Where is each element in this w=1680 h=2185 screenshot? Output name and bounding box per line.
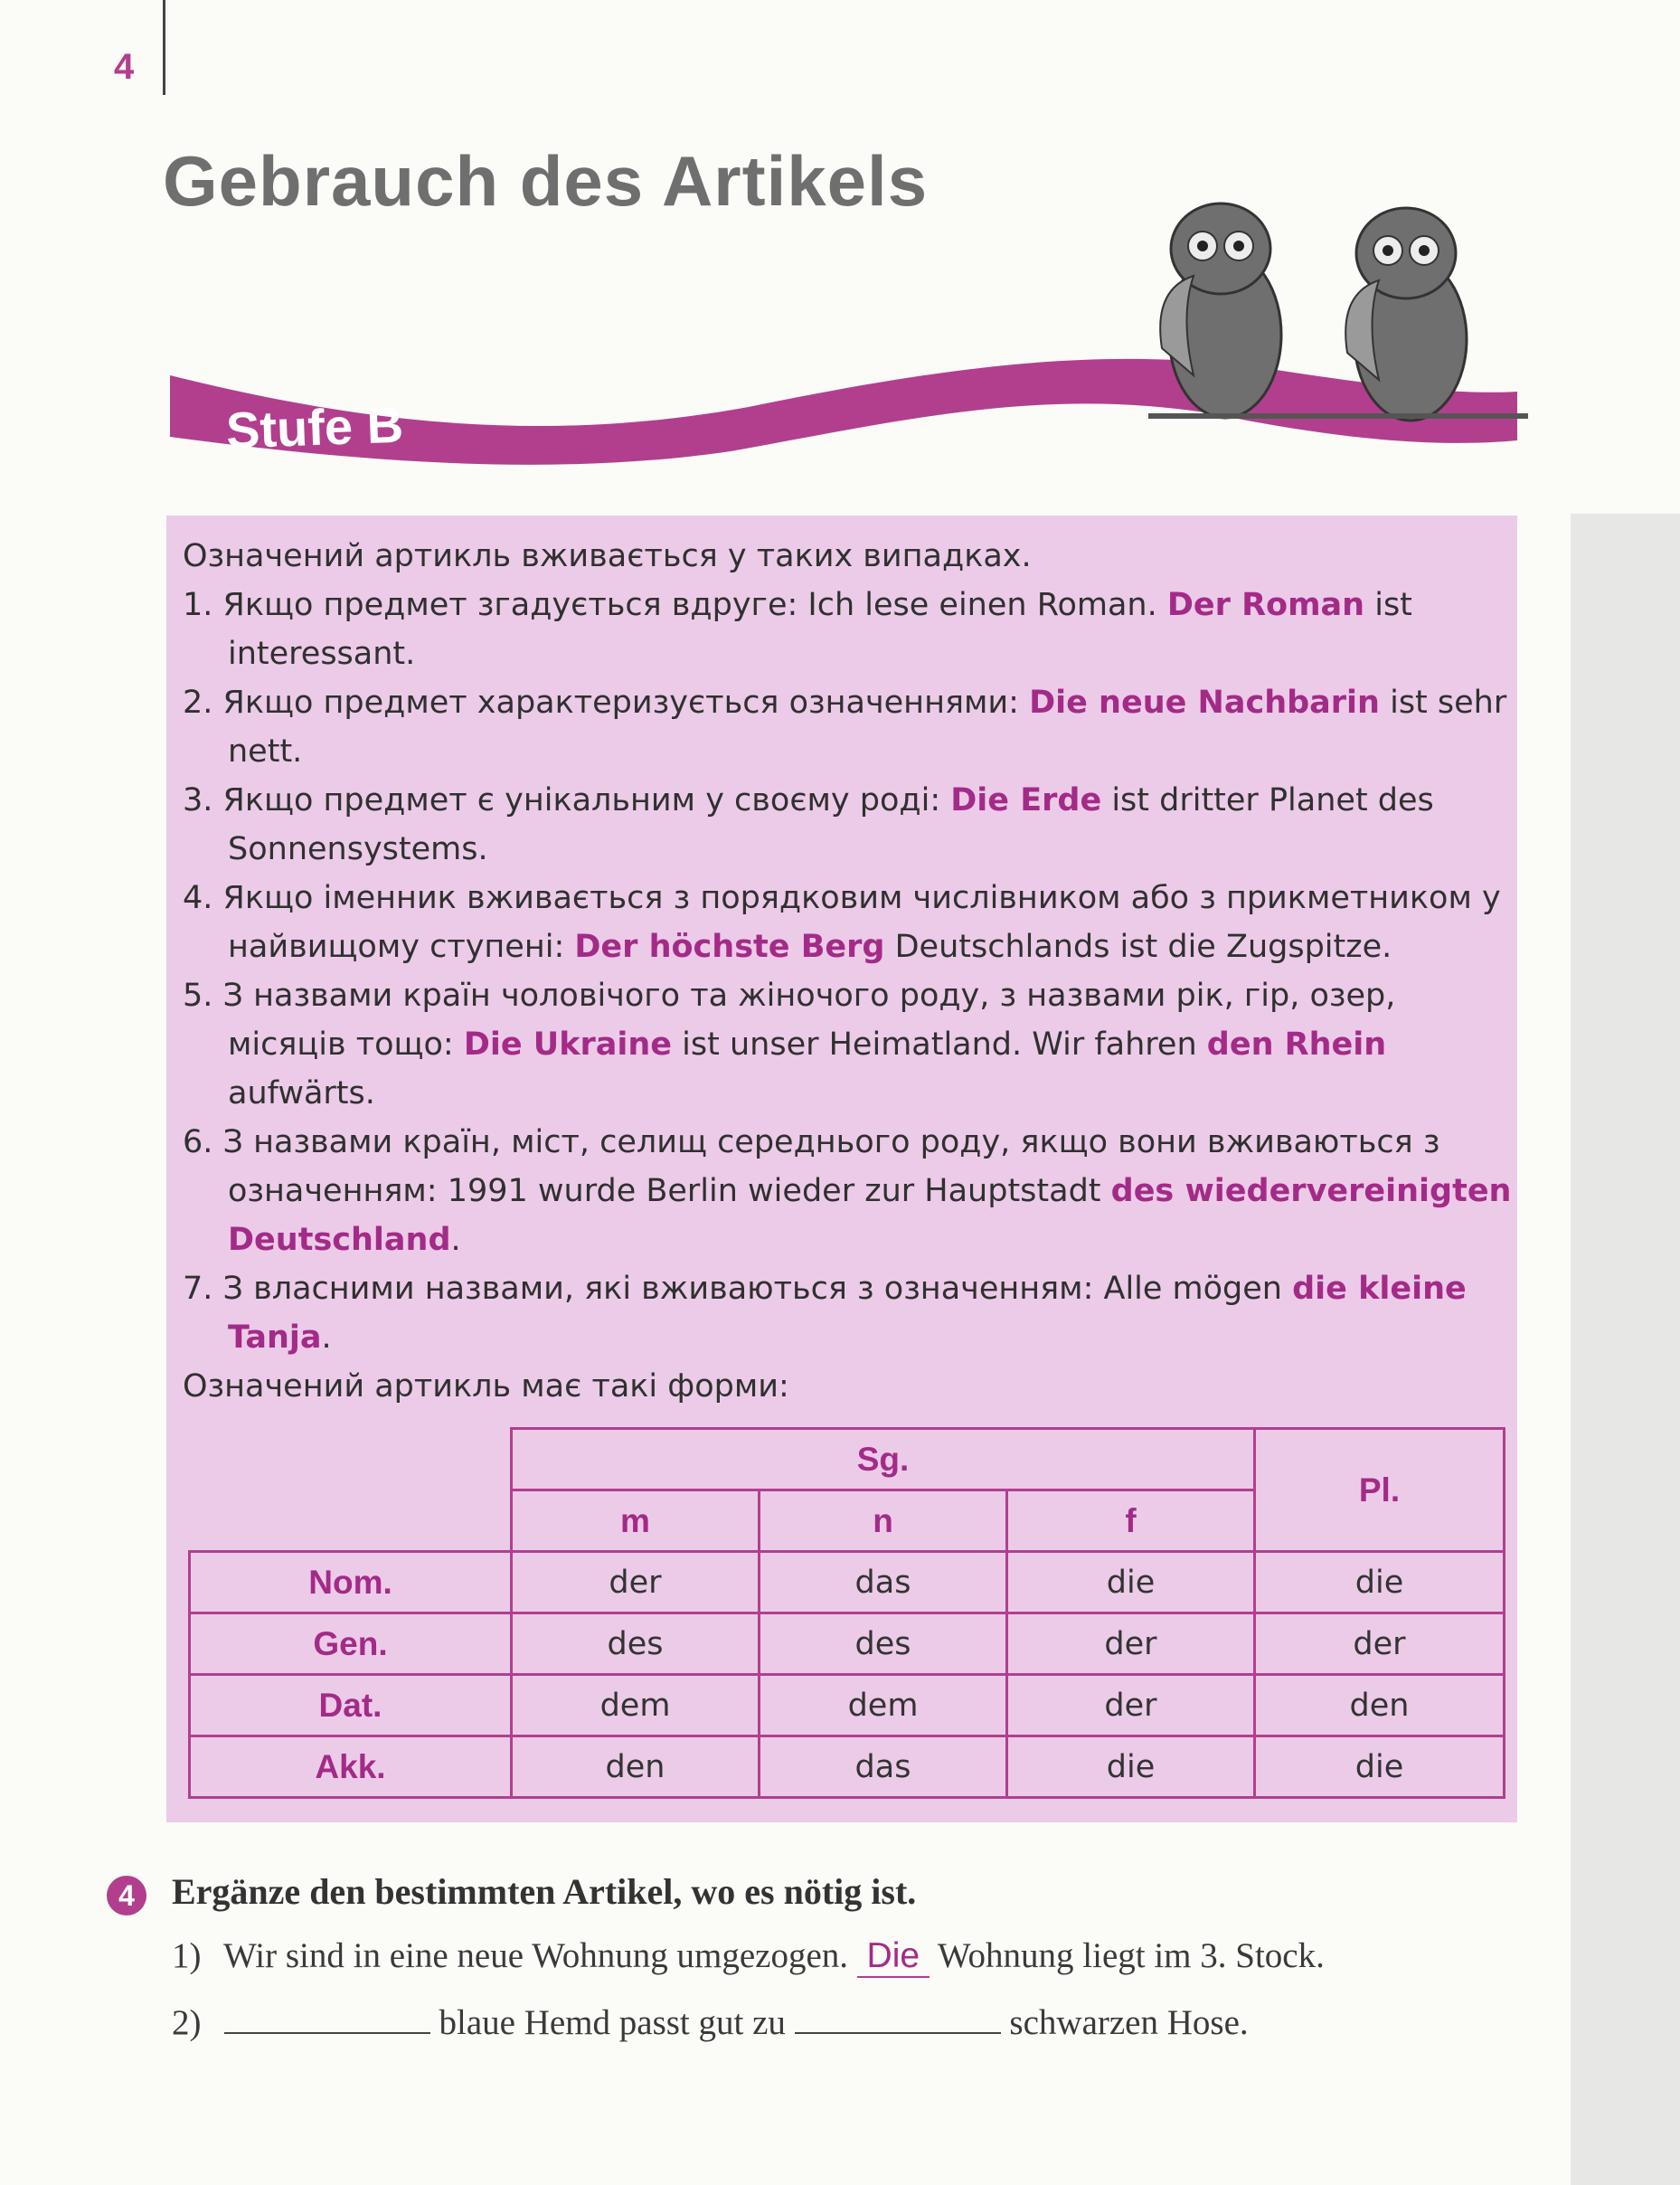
rule-item: 7. З власними назвами, які вживаються з означенням: Alle mögen die kleine Tanja.	[183, 1271, 1467, 1356]
page-number-divider	[163, 0, 165, 95]
answer-blank[interactable]	[795, 2005, 1001, 2034]
gender-header: n	[760, 1490, 1007, 1552]
table-cell: dem	[760, 1675, 1007, 1736]
article-forms-table	[188, 1427, 1505, 1799]
example-highlight: die kleine Tanja	[228, 1271, 1467, 1356]
table-cell: der	[1007, 1613, 1255, 1675]
gender-header: f	[1007, 1490, 1255, 1552]
example-highlight: Die Erde	[950, 782, 1102, 818]
level-label: Stufe B	[224, 395, 405, 459]
table-row	[190, 1736, 1505, 1798]
rule-item: 1. Якщо предмет згадується вдруге: Ich lese einen Roman. Der Roman ist interessant.	[183, 587, 1412, 672]
table-cell: der	[512, 1552, 760, 1613]
table-cell: den	[1255, 1675, 1505, 1736]
case-label: Dat.	[190, 1675, 512, 1736]
example-highlight: Die Ukraine	[463, 1026, 673, 1063]
table-cell: des	[760, 1613, 1007, 1675]
table-header-row	[190, 1429, 1505, 1490]
rule-item: 5. З назвами країн чоловічого та жіночого роду, з назвами рік, гір, озер, місяців тощо: Die Ukraine ist unser Heimatland. Wir fahren den Rhein aufwärts.	[183, 978, 1396, 1111]
table-row	[190, 1613, 1505, 1675]
owls-illustration	[1139, 190, 1537, 425]
exercise-number-badge: 4	[107, 1876, 146, 1915]
example-highlight: Der höchste Berg	[574, 929, 885, 965]
rule-text	[183, 532, 1512, 1411]
example-highlight: des wiedervereinigten Deutschland	[228, 1173, 1512, 1258]
table-cell: dem	[512, 1675, 760, 1736]
table-cell: der	[1255, 1613, 1505, 1675]
table-corner	[190, 1490, 512, 1552]
case-label: Akk.	[190, 1736, 512, 1798]
table-cell: die	[1007, 1736, 1255, 1798]
grammar-rule-box	[166, 516, 1517, 1822]
example-highlight: Der Roman	[1166, 587, 1365, 623]
rule-item: 6. З назвами країн, міст, селищ середнього роду, якщо вони вживаються з означенням: 1991 wurde Berlin wieder zur Hauptstadt des wiedervereinigten Deutschland.	[183, 1124, 1512, 1258]
table-cell: des	[512, 1613, 760, 1675]
exercise-title: Ergänze den bestimmten Artikel, wo es nötig ist.	[172, 1871, 917, 1912]
gender-header: m	[512, 1490, 760, 1552]
answer-blank[interactable]	[224, 2005, 430, 2034]
exercise-line-1: 1) Wir sind in eine neue Wohnung umgezogen. Die Wohnung liegt im 3. Stock.	[172, 1935, 1325, 1978]
table-cell: den	[512, 1736, 760, 1798]
table-cell: der	[1007, 1675, 1255, 1736]
rule-list	[183, 581, 1512, 1362]
page-number: 4	[114, 47, 135, 87]
forms-intro: Означений артикль має такі форми:	[183, 1368, 789, 1405]
plural-header: Pl.	[1255, 1429, 1505, 1552]
table-corner	[190, 1429, 512, 1490]
table-cell: das	[760, 1552, 1007, 1613]
table-cell: das	[760, 1736, 1007, 1798]
singular-header: Sg.	[512, 1429, 1255, 1490]
page-title: Gebrauch des Artikels	[163, 141, 929, 221]
table-row	[190, 1675, 1505, 1736]
table-cell: die	[1007, 1552, 1255, 1613]
case-label: Gen.	[190, 1613, 512, 1675]
table-cell: die	[1255, 1736, 1505, 1798]
example-highlight: Die neue Nachbarin	[1029, 685, 1380, 721]
example-highlight: den Rhein	[1206, 1026, 1387, 1063]
rule-item: 4. Якщо іменник вживається з порядковим числівником або з прикметником у найвищому ступені: Der höchste Berg Deutschlands ist die Zugspitze.	[183, 880, 1501, 965]
margin-strip	[1571, 514, 1680, 2185]
rule-intro: Означений артикль вживається у таких випадках.	[183, 538, 1032, 574]
case-label: Nom.	[190, 1552, 512, 1613]
table-row	[190, 1552, 1505, 1613]
answer-filled[interactable]: Die	[857, 1936, 930, 1978]
exercise-line-2: 2) blaue Hemd passt gut zu schwarzen Hose.	[172, 2003, 1249, 2042]
rule-item: 2. Якщо предмет характеризується означеннями: Die neue Nachbarin ist sehr nett.	[183, 685, 1507, 770]
rule-item: 3. Якщо предмет є унікальним у своєму роді: Die Erde ist dritter Planet des Sonnensystems.	[183, 782, 1434, 867]
table-cell: die	[1255, 1552, 1505, 1613]
